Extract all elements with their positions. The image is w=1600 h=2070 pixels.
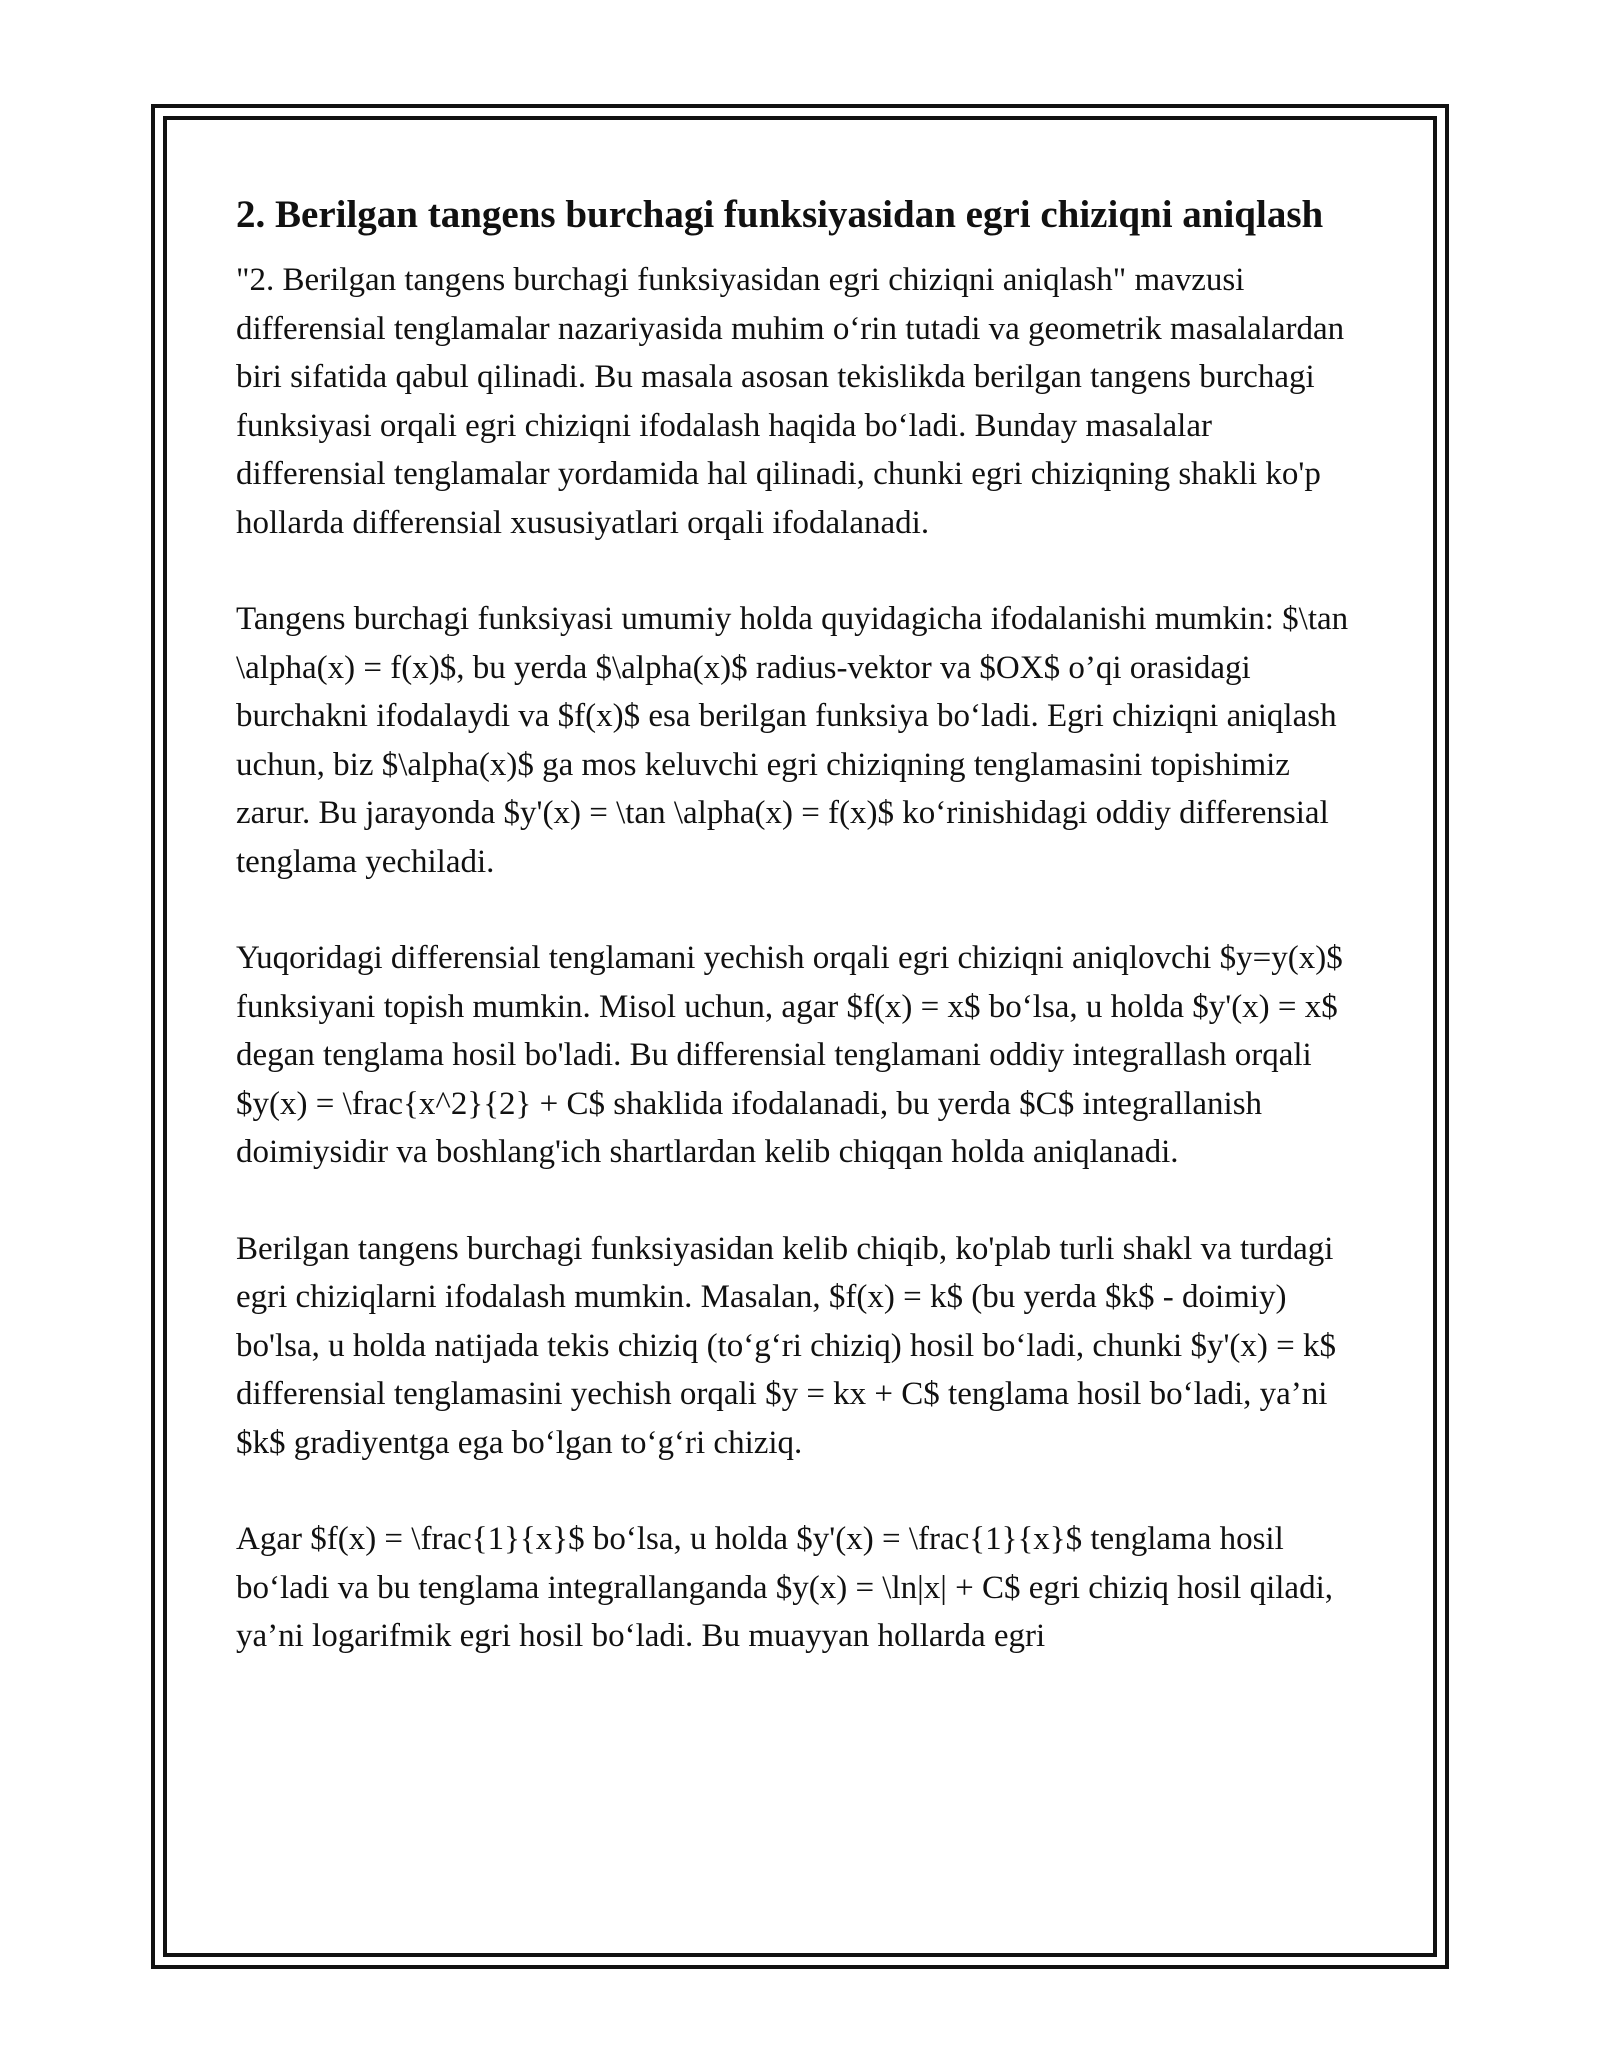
paragraph-3: Yuqoridagi differensial tenglamani yechish orqali egri chiziqni aniqlovchi $y=y(x)$ funksiyani topish mumkin. Misol uchun, agar $f(x) = x$ boʻlsa, u holda $y'(x) = x$ degan tenglama hosil bo'ladi. Bu differensial tenglamani oddiy integrallash orqali $y(x) = \frac{x^2}{2} + C$ shaklida ifodalanadi, bu yerda $C$ integrallanish doimiysidir va boshlang'ich shartlardan kelib chiqqan holda aniqlanadi. xyxy=(236,940,1343,1170)
paragraph-1: "2. Berilgan tangens burchagi funksiyasidan egri chiziqni aniqlash" mavzusi differensial tenglamalar nazariyasida muhim oʻrin tutadi va geometrik masalalardan biri sifatida qabul qilinadi. Bu masala asosan tekislikda berilgan tangens burchagi funksiyasi orqali egri chiziqni ifodalash haqida boʻladi. Bunday masalalar differensial tenglamalar yordamida hal qilinadi, chunki egri chiziqning shakli ko'p hollarda differensial xususiyatlari orqali ifodalanadi. xyxy=(236,262,1345,541)
paragraph-4: Berilgan tangens burchagi funksiyasidan kelib chiqib, ko'plab turli shakl va turdagi egri chiziqlarni ifodalash mumkin. Masalan, $f(x) = k$ (bu yerda $k$ - doimiy) bo'lsa, u holda natijada tekis chiziq (toʻgʻri chiziq) hosil boʻladi, chunki $y'(x) = k$ differensial tenglamasini yechish orqali $y = kx + C$ tenglama hosil boʻladi, ya’ni $k$ gradiyentga ega boʻlgan toʻgʻri chiziq. xyxy=(236,1230,1336,1461)
paragraph-5: Agar $f(x) = \frac{1}{x}$ boʻlsa, u holda $y'(x) = \frac{1}{x}$ tenglama hosil boʻladi va bu tenglama integrallanganda $y(x) = \ln|x| + C$ egri chiziq hosil qiladi, ya’ni logarifmik egri hosil boʻladi. Bu muayyan hollarda egri xyxy=(236,1521,1333,1654)
section-heading: 2. Berilgan tangens burchagi funksiyasidan egri chiziqni aniqlash xyxy=(236,193,1324,236)
document-body xyxy=(236,188,1366,1709)
paragraph-2: Tangens burchagi funksiyasi umumiy holda quyidagicha ifodalanishi mumkin: $\tan \alpha(x) = f(x)$, bu yerda $\alpha(x)$ radius-vektor va $OX$ o’qi orasidagi burchakni ifodalaydi va $f(x)$ esa berilgan funksiya boʻladi. Egri chiziqni aniqlash uchun, biz $\alpha(x)$ ga mos keluvchi egri chiziqning tenglamasini topishimiz zarur. Bu jarayonda $y'(x) = \tan \alpha(x) = f(x)$ koʻrinishidagi oddiy differensial tenglama yechiladi. xyxy=(236,601,1349,880)
